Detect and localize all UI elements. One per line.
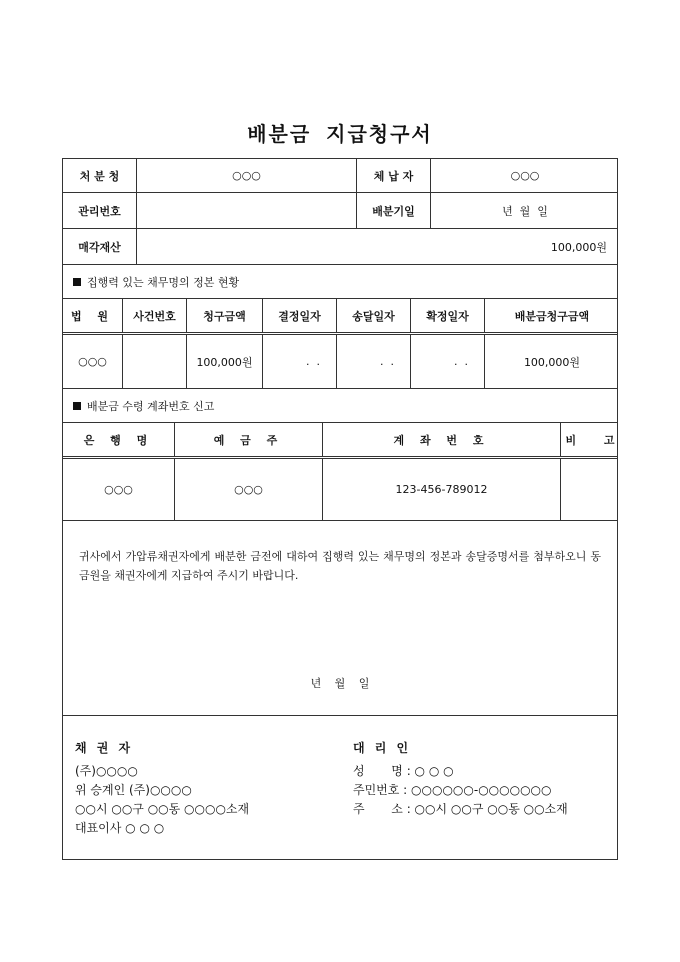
dist-date-value: 년 월 일	[502, 204, 548, 218]
creditor-line: 위 승계인 (주)○○○○	[75, 783, 192, 797]
header-service-date: 송달일자	[337, 299, 411, 332]
property-label: 매각재산	[63, 229, 137, 264]
section1-header-row	[63, 299, 617, 335]
document-title: 배분금 지급청구서	[247, 122, 433, 146]
office-label: 처 분 청	[63, 159, 137, 192]
property-row	[63, 229, 617, 265]
dist-date-label: 배분기일	[357, 193, 431, 228]
header-claim-amount: 청구금액	[187, 299, 263, 332]
header-confirm-date: 확정일자	[411, 299, 485, 332]
cell-account-holder: ○○○	[175, 459, 323, 520]
taxpayer-value: ○○○	[510, 169, 540, 182]
office-value: ○○○	[137, 159, 357, 192]
agent-line: 주민번호 : ○○○○○○-○○○○○○○	[353, 783, 552, 797]
creditor-line: ○○시 ○○구 ○○동 ○○○○소재	[75, 802, 250, 816]
agent-line: 성 명 : ○ ○ ○	[353, 764, 454, 778]
square-bullet-icon	[73, 402, 81, 410]
section1-title: 집행력 있는 채무명의 정본 현황	[87, 275, 240, 289]
claim-form	[62, 158, 618, 860]
cell-account-number: 123-456-789012	[323, 459, 561, 520]
header-account-number: 계 좌 번 호	[323, 423, 561, 456]
section1-data-row	[63, 335, 617, 389]
mgmt-value	[137, 193, 357, 228]
header-decision-date: 결정일자	[263, 299, 337, 332]
creditor-heading: 채 권 자	[75, 741, 134, 755]
agent-line: 주 소 : ○○시 ○○구 ○○동 ○○소재	[353, 802, 568, 816]
property-value: 100,000원	[550, 240, 607, 254]
cell-case-no	[123, 335, 187, 388]
creditor-line: 대표이사 ○ ○ ○	[75, 821, 165, 835]
header-case-no: 사건번호	[123, 299, 187, 332]
header-dist-claim-amount: 배분금청구금액	[514, 309, 590, 323]
statement-date: 년 월 일	[310, 677, 370, 690]
square-bullet-icon	[73, 278, 81, 286]
section2-header-row	[63, 423, 617, 459]
cell-court: ○○○	[63, 335, 123, 388]
header-account-holder: 예 금 주	[175, 423, 323, 456]
mgmt-row	[63, 193, 617, 229]
creditor-line: (주)○○○○	[75, 764, 138, 778]
cell-service-date: . .	[337, 335, 411, 388]
agent-heading: 대 리 인	[353, 741, 412, 755]
cell-confirm-date: . .	[411, 335, 485, 388]
header-remarks: 비 고	[565, 433, 615, 447]
agent-block	[353, 739, 568, 819]
taxpayer-label: 체 납 자	[357, 159, 431, 192]
cell-decision-date: . .	[263, 335, 337, 388]
cell-claim-amount: 100,000원	[187, 335, 263, 388]
cell-dist-claim-amount: 100,000원	[523, 355, 581, 369]
header-bank-name: 은 행 명	[63, 423, 175, 456]
section2-title: 배분금 수령 계좌번호 신고	[87, 399, 215, 413]
cell-bank-name: ○○○	[63, 459, 175, 520]
mgmt-label: 관리번호	[63, 193, 137, 228]
cell-remarks	[561, 459, 619, 520]
creditor-block	[75, 739, 249, 838]
section2-heading	[63, 389, 617, 423]
header-court: 법 원	[63, 299, 123, 332]
section2-data-row	[63, 459, 617, 521]
statement-text: 귀사에서 가압류채권자에게 배분한 금전에 대하여 집행력 있는 채무명의 정본과 송달증명서를 첨부하오니 동 금원을 채권자에게 지급하여 주시기 바랍니다.	[79, 550, 601, 582]
section1-heading	[63, 265, 617, 299]
statement-section	[63, 521, 617, 716]
office-row	[63, 159, 617, 193]
